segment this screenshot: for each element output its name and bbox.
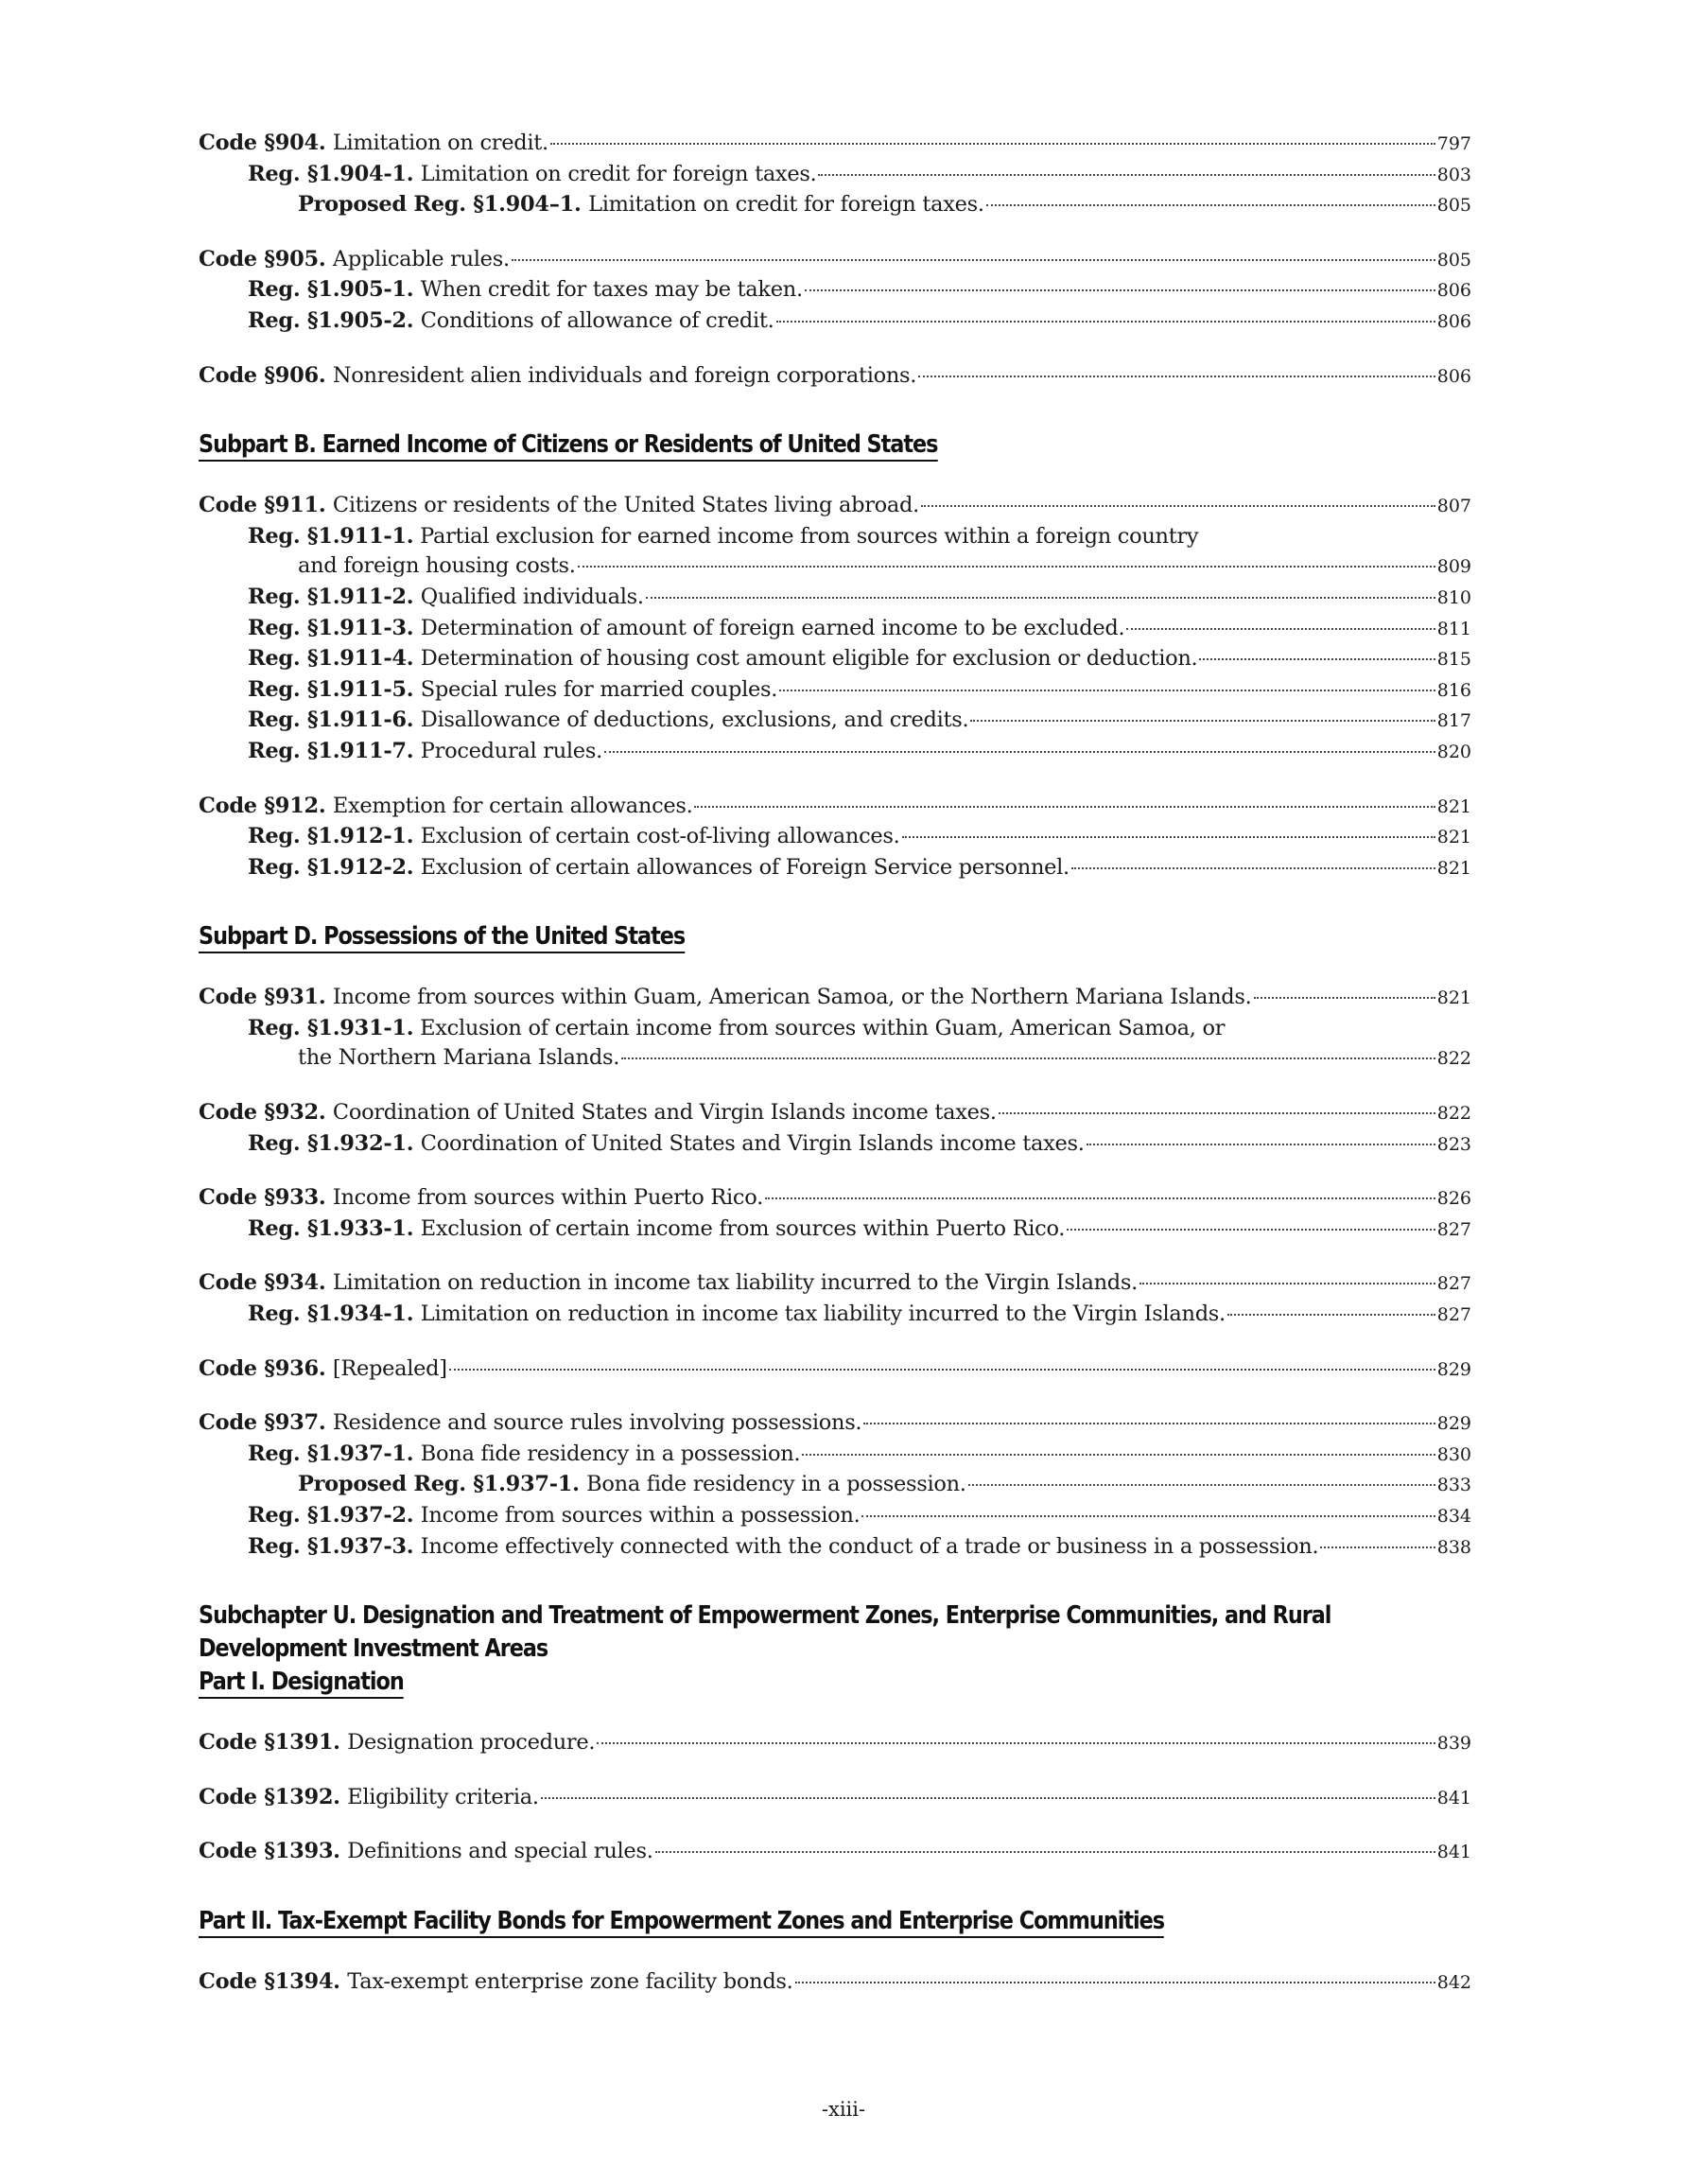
subpart-d-heading-block <box>199 920 1471 953</box>
entry-title: Designation procedure. <box>347 1730 596 1756</box>
dot-leader <box>1254 997 1435 999</box>
entry-page: 822 <box>1436 1048 1471 1070</box>
subpart-b-heading-text: Subpart B. Earned Income of Citizens or Residents of United States <box>199 430 937 462</box>
dot-leader <box>970 720 1435 722</box>
entry-page: 807 <box>1436 496 1471 517</box>
toc-group-905 <box>199 245 1471 338</box>
entry-title: Bona fide residency in a possession. <box>420 1441 801 1466</box>
dot-leader <box>578 566 1435 568</box>
entry-page: 841 <box>1436 1787 1471 1808</box>
toc-entry-reg-1-911-4[interactable] <box>199 644 1471 675</box>
part-i-heading-text: Part I. Designation <box>199 1668 404 1699</box>
dot-leader <box>597 1742 1435 1744</box>
entry-title: Limitation on credit for foreign taxes. <box>420 161 817 186</box>
toc-group-932 <box>199 1098 1471 1160</box>
toc-entry-reg-1-911-3[interactable] <box>199 614 1471 645</box>
entry-page: 822 <box>1436 1103 1471 1125</box>
entry-page: 805 <box>1436 195 1471 217</box>
toc-entry-reg-1-911-1-continued[interactable] <box>199 551 1471 583</box>
page-number-footer: -xiii- <box>821 2098 866 2121</box>
entry-page: 839 <box>1436 1733 1471 1755</box>
part-ii-heading-block <box>199 1905 1471 1938</box>
dot-leader <box>1087 1144 1435 1145</box>
entry-title: Coordination of United States and Virgin Islands income taxes. <box>420 1130 1085 1156</box>
toc-entry-code-906[interactable] <box>199 361 1471 393</box>
dot-leader <box>863 1423 1435 1424</box>
entry-page: 842 <box>1436 1971 1471 1993</box>
entry-title: Income from sources within Guam, American Samoa, or the Northern Mariana Islands. <box>332 985 1252 1010</box>
entry-citation: Code §932. <box>199 1100 333 1126</box>
toc-entry-code-936[interactable] <box>199 1354 1471 1386</box>
dot-leader <box>449 1369 1435 1371</box>
dot-leader <box>1139 1283 1435 1284</box>
entry-title: Limitation on credit. <box>332 131 548 155</box>
toc-group-933 <box>199 1183 1471 1245</box>
entry-citation: Reg. §1.911-7. <box>248 738 421 763</box>
subpart-b-heading <box>199 428 1294 462</box>
dot-leader <box>1320 1546 1435 1548</box>
part-i-heading <box>199 1666 1294 1699</box>
toc-entry-code-904[interactable] <box>199 129 1471 160</box>
entry-page: 827 <box>1436 1218 1471 1240</box>
entry-title: Exemption for certain allowances. <box>332 793 693 818</box>
subchapter-u-heading-block <box>199 1599 1471 1699</box>
toc-group-911 <box>199 491 1471 767</box>
toc-entry-code-1393[interactable] <box>199 1837 1471 1868</box>
entry-title: Bona fide residency in a possession. <box>586 1472 966 1497</box>
entry-page: 820 <box>1436 741 1471 762</box>
dot-leader <box>968 1484 1435 1486</box>
entry-citation: Code §912. <box>199 793 333 818</box>
toc-entry-reg-1-912-2[interactable] <box>199 853 1471 884</box>
toc-entry-code-1394[interactable] <box>199 1967 1471 1999</box>
entry-citation: Reg. §1.911-3. <box>248 615 421 640</box>
entry-title: Definitions and special rules. <box>347 1839 653 1864</box>
entry-page: 827 <box>1436 1273 1471 1295</box>
toc-entry-reg-1-911-7[interactable] <box>199 737 1471 768</box>
entry-citation: Reg. §1.905-1. <box>248 277 421 303</box>
entry-citation: Reg. §1.911-4. <box>248 646 421 672</box>
dot-leader <box>694 806 1435 808</box>
toc-entry-reg-1-905-2[interactable] <box>199 306 1471 338</box>
toc-entry-reg-1-911-5[interactable] <box>199 675 1471 707</box>
entry-page: 806 <box>1436 365 1471 387</box>
toc-entry-reg-1-905-1[interactable] <box>199 275 1471 306</box>
entry-page: 815 <box>1436 649 1471 671</box>
toc-group-1394 <box>199 1967 1471 1999</box>
entry-title: Citizens or residents of the United States living abroad. <box>332 493 919 518</box>
toc-group-931 <box>199 983 1471 1075</box>
dot-leader <box>655 1851 1435 1853</box>
entry-page: 797 <box>1436 133 1471 154</box>
entry-citation: Code §1392. <box>199 1784 348 1809</box>
entry-title: Income from sources within a possession. <box>420 1503 861 1528</box>
entry-citation: Reg. §1.911-1. <box>248 523 414 549</box>
entry-page: 821 <box>1436 857 1471 879</box>
entry-title: Limitation on credit for foreign taxes. <box>588 192 984 218</box>
entry-citation: Reg. §1.911-2. <box>248 584 421 609</box>
dot-leader <box>918 376 1435 377</box>
toc-entry-proposed-reg-1-904-1[interactable] <box>199 190 1471 221</box>
entry-title: Income from sources within Puerto Rico. <box>332 1185 763 1211</box>
entry-title-continued: and foreign housing costs. <box>298 553 576 579</box>
subpart-d-heading <box>199 920 1294 953</box>
toc-entry-code-934[interactable] <box>199 1268 1471 1300</box>
entry-page: 821 <box>1436 987 1471 1009</box>
toc-entry-code-937[interactable] <box>199 1408 1471 1440</box>
toc-entry-reg-1-911-6[interactable] <box>199 706 1471 737</box>
dot-leader <box>1199 658 1435 660</box>
subchapter-u-heading-line1: Subchapter U. Designation and Treatment of Empowerment Zones, Enterprise Communities, and Rural <box>199 1601 1331 1631</box>
entry-citation: Proposed Reg. §1.904–1. <box>298 192 589 218</box>
toc-entry-reg-1-911-1[interactable] <box>199 522 1471 552</box>
toc-entry-code-933[interactable] <box>199 1183 1471 1214</box>
entry-citation: Reg. §1.931-1. <box>248 1015 414 1040</box>
entry-title: Qualified individuals. <box>420 584 644 609</box>
entry-page: 806 <box>1436 310 1471 332</box>
entry-citation: Reg. §1.911-5. <box>248 676 421 702</box>
toc-entry-code-905[interactable] <box>199 245 1471 276</box>
part-ii-heading-text: Part II. Tax-Exempt Facility Bonds for Empowerment Zones and Enterprise Communities <box>199 1907 1164 1938</box>
entry-citation: Code §936. <box>199 1355 333 1381</box>
entry-title: Special rules for married couples. <box>420 676 778 702</box>
toc-group-936 <box>199 1354 1471 1386</box>
dot-leader <box>779 690 1435 691</box>
entry-page: 829 <box>1436 1413 1471 1435</box>
entry-citation: Code §937. <box>199 1410 333 1436</box>
entry-citation: Reg. §1.905-2. <box>248 307 421 333</box>
part-ii-heading <box>199 1905 1294 1938</box>
entry-page: 838 <box>1436 1536 1471 1558</box>
entry-title: Exclusion of certain income from sources within Puerto Rico. <box>420 1215 1066 1241</box>
entry-citation: Reg. §1.937-3. <box>248 1533 421 1559</box>
entry-citation: Reg. §1.937-2. <box>248 1503 421 1528</box>
entry-title: When credit for taxes may be taken. <box>420 277 803 303</box>
toc-entry-code-931[interactable] <box>199 983 1471 1014</box>
entry-citation: Reg. §1.932-1. <box>248 1130 421 1156</box>
toc-entry-code-912[interactable] <box>199 792 1471 823</box>
entry-title: Residence and source rules involving possessions. <box>332 1410 862 1436</box>
dot-leader <box>818 174 1435 176</box>
toc-group-912 <box>199 792 1471 884</box>
subpart-d-heading-text: Subpart D. Possessions of the United States <box>199 922 685 953</box>
dot-leader <box>765 1197 1435 1199</box>
entry-citation: Code §934. <box>199 1270 333 1296</box>
entry-page: 806 <box>1436 280 1471 302</box>
dot-leader <box>802 1454 1435 1456</box>
toc-entry-reg-1-931-1-continued[interactable] <box>199 1043 1471 1075</box>
entry-page: 821 <box>1436 827 1471 848</box>
entry-title-continued: the Northern Mariana Islands. <box>298 1045 620 1071</box>
entry-title: Exclusion of certain cost-of-living allowances. <box>420 824 900 849</box>
dot-leader <box>1227 1314 1435 1316</box>
entry-page: 830 <box>1436 1443 1471 1465</box>
dot-leader <box>1067 1229 1435 1231</box>
table-of-contents <box>199 129 1471 2022</box>
toc-entry-reg-1-932-1[interactable] <box>199 1129 1471 1161</box>
entry-title: Conditions of allowance of credit. <box>420 307 774 333</box>
entry-page: 809 <box>1436 556 1471 578</box>
toc-group-1392 <box>199 1783 1471 1814</box>
toc-entry-code-1391[interactable] <box>199 1728 1471 1759</box>
entry-title: Nonresident alien individuals and foreign corporations. <box>332 362 917 388</box>
dot-leader <box>1071 867 1435 869</box>
toc-entry-reg-1-931-1[interactable] <box>199 1014 1471 1044</box>
dot-leader <box>621 1057 1435 1059</box>
entry-title: Tax-exempt enterprise zone facility bonds. <box>347 1968 793 1994</box>
toc-group-937 <box>199 1408 1471 1563</box>
entry-title: Exclusion of certain income from sources within Guam, American Samoa, or <box>420 1015 1226 1040</box>
dot-leader <box>776 321 1435 323</box>
entry-title: [Repealed] <box>332 1355 447 1381</box>
entry-citation: Code §1393. <box>199 1839 348 1864</box>
entry-citation: Reg. §1.912-2. <box>248 854 421 880</box>
dot-leader <box>805 289 1435 291</box>
toc-entry-reg-1-933-1[interactable] <box>199 1214 1471 1246</box>
entry-citation: Reg. §1.934-1. <box>248 1302 421 1327</box>
entry-page: 817 <box>1436 710 1471 732</box>
entry-citation: Reg. §1.937-1. <box>248 1441 421 1466</box>
entry-citation: Reg. §1.912-1. <box>248 824 421 849</box>
entry-citation: Reg. §1.904-1. <box>248 161 421 186</box>
entry-title: Partial exclusion for earned income from sources within a foreign country <box>420 523 1199 549</box>
toc-entry-reg-1-937-2[interactable] <box>199 1501 1471 1532</box>
entry-page: 829 <box>1436 1358 1471 1380</box>
entry-citation: Code §906. <box>199 362 333 388</box>
dot-leader <box>646 597 1435 599</box>
subpart-b-heading-block <box>199 428 1471 462</box>
toc-entry-reg-1-911-2[interactable] <box>199 583 1471 614</box>
dot-leader <box>604 751 1435 753</box>
entry-page: 823 <box>1436 1133 1471 1155</box>
entry-citation: Proposed Reg. §1.937-1. <box>298 1472 587 1497</box>
dot-leader <box>921 505 1435 507</box>
entry-citation: Code §931. <box>199 985 333 1010</box>
entry-title: Coordination of United States and Virgin Islands income taxes. <box>332 1100 997 1126</box>
entry-title: Determination of amount of foreign earned income to be excluded. <box>420 615 1125 640</box>
entry-citation: Code §904. <box>199 131 333 155</box>
dot-leader <box>550 143 1435 145</box>
entry-title: Limitation on reduction in income tax liability incurred to the Virgin Islands. <box>332 1270 1139 1296</box>
entry-citation: Code §933. <box>199 1185 333 1211</box>
entry-citation: Reg. §1.933-1. <box>248 1215 421 1241</box>
subchapter-u-heading-line2: Development Investment Areas <box>199 1634 548 1664</box>
dot-leader <box>861 1515 1435 1517</box>
entry-page: 810 <box>1436 586 1471 608</box>
entry-page: 816 <box>1436 679 1471 701</box>
entry-title: Determination of housing cost amount eligible for exclusion or deduction. <box>420 646 1198 672</box>
toc-entry-code-911[interactable] <box>199 491 1471 522</box>
dot-leader <box>902 836 1435 838</box>
entry-citation: Code §1391. <box>199 1730 348 1756</box>
toc-group-934 <box>199 1268 1471 1330</box>
entry-page: 833 <box>1436 1475 1471 1496</box>
toc-entry-reg-1-937-1[interactable] <box>199 1440 1471 1471</box>
toc-entry-reg-1-937-3[interactable] <box>199 1532 1471 1564</box>
entry-page: 821 <box>1436 795 1471 817</box>
entry-page: 841 <box>1436 1842 1471 1863</box>
dot-leader <box>986 204 1435 206</box>
entry-title: Exclusion of certain allowances of Foreign Service personnel. <box>420 854 1070 880</box>
toc-group-904 <box>199 129 1471 221</box>
dot-leader <box>795 1982 1435 1983</box>
entry-title: Procedural rules. <box>420 738 602 763</box>
entry-citation: Code §1394. <box>199 1968 348 1994</box>
entry-page: 805 <box>1436 249 1471 271</box>
entry-page: 826 <box>1436 1188 1471 1210</box>
toc-entry-proposed-reg-1-937-1[interactable] <box>199 1470 1471 1501</box>
entry-page: 827 <box>1436 1304 1471 1326</box>
entry-title: Disallowance of deductions, exclusions, and credits. <box>420 708 969 733</box>
entry-citation: Code §911. <box>199 493 333 518</box>
entry-title: Eligibility criteria. <box>347 1784 539 1809</box>
dot-leader <box>1126 628 1435 630</box>
entry-citation: Code §905. <box>199 246 333 271</box>
toc-entry-reg-1-912-1[interactable] <box>199 822 1471 853</box>
entry-page: 834 <box>1436 1506 1471 1527</box>
entry-page: 803 <box>1436 164 1471 185</box>
toc-entry-code-932[interactable] <box>199 1098 1471 1129</box>
toc-group-1393 <box>199 1837 1471 1868</box>
dot-leader <box>999 1112 1435 1114</box>
toc-group-1391 <box>199 1728 1471 1759</box>
toc-group-906 <box>199 361 1471 393</box>
toc-entry-code-1392[interactable] <box>199 1783 1471 1814</box>
entry-title: Limitation on reduction in income tax liability incurred to the Virgin Islands. <box>420 1302 1226 1327</box>
toc-entry-reg-1-934-1[interactable] <box>199 1300 1471 1331</box>
entry-title: Income effectively connected with the conduct of a trade or business in a possession. <box>420 1533 1319 1559</box>
entry-citation: Reg. §1.911-6. <box>248 708 421 733</box>
dot-leader <box>541 1797 1435 1799</box>
entry-title: Applicable rules. <box>332 246 510 271</box>
toc-entry-reg-1-904-1[interactable] <box>199 160 1471 191</box>
dot-leader <box>512 259 1435 261</box>
entry-page: 811 <box>1436 618 1471 639</box>
